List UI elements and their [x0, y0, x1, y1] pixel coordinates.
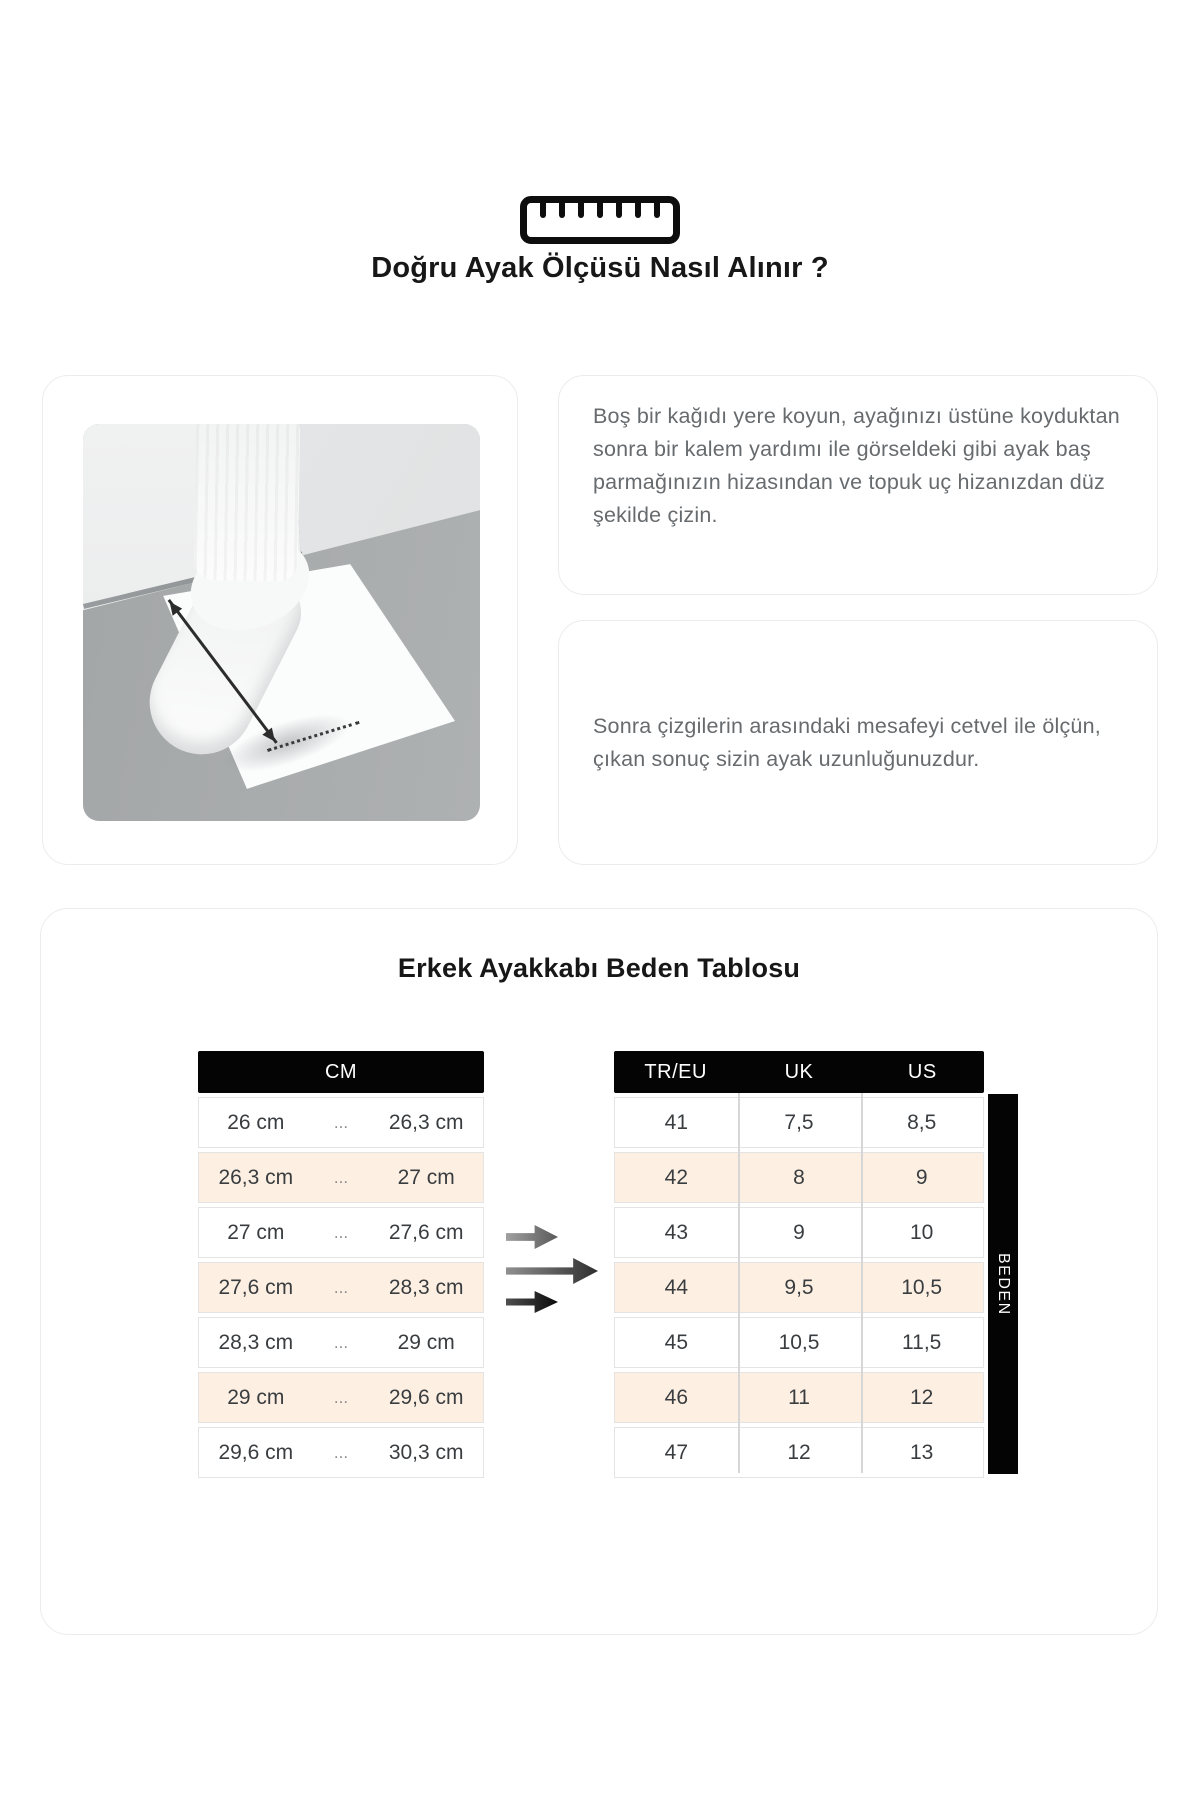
range-dots: ...	[333, 1332, 349, 1352]
cm-table-row	[198, 1427, 484, 1478]
uk-value: 9,5	[784, 1275, 814, 1299]
instruction-step-2-text: Sonra çizgilerin arasındaki mesafeyi cetvel ile ölçün, çıkan sonuç sizin ayak uzunluğunuzdur.	[593, 713, 1101, 771]
cm-to-value: 27,6 cm	[388, 1220, 464, 1244]
us-value: 9	[915, 1165, 928, 1189]
cm-to-value: 29,6 cm	[388, 1385, 464, 1409]
cm-table-row	[198, 1097, 484, 1148]
uk-value: 10,5	[778, 1330, 820, 1354]
cm-from-value: 27,6 cm	[218, 1275, 294, 1299]
cm-table-body	[198, 1097, 484, 1478]
arrow-right-icon	[506, 1225, 558, 1249]
tr-eu-value: 46	[664, 1385, 689, 1409]
size-table-row	[614, 1262, 984, 1313]
us-value: 11,5	[902, 1330, 942, 1354]
mapping-arrows	[506, 1223, 606, 1315]
ruler-tick	[578, 203, 584, 218]
page-title: Doğru Ayak Ölçüsü Nasıl Alınır ?	[371, 252, 829, 284]
cm-to-value: 29 cm	[397, 1330, 455, 1354]
us-value: 13	[910, 1440, 934, 1464]
tr-eu-value: 41	[664, 1110, 689, 1134]
beden-label: BEDEN	[995, 1252, 1012, 1316]
size-table	[614, 1051, 984, 1478]
cm-table-header	[198, 1051, 484, 1093]
size-chart-title: Erkek Ayakkabı Beden Tablosu	[397, 953, 801, 983]
cm-table-row	[198, 1317, 484, 1368]
uk-value: 12	[787, 1440, 811, 1464]
size-table-column-divider	[738, 1093, 740, 1473]
size-chart-card	[40, 908, 1158, 1635]
cm-from-value: 27 cm	[227, 1220, 285, 1244]
size-table-row	[614, 1372, 984, 1423]
range-dots: ...	[333, 1442, 349, 1462]
cm-table-row	[198, 1372, 484, 1423]
size-table-body	[614, 1097, 984, 1478]
uk-value: 9	[793, 1220, 805, 1244]
cm-from-value: 26 cm	[227, 1110, 285, 1134]
cm-table	[198, 1051, 484, 1478]
tr-eu-value: 47	[664, 1440, 689, 1464]
cm-from-value: 28,3 cm	[218, 1330, 294, 1354]
uk-value: 11	[788, 1385, 810, 1409]
instruction-step-1-text: Boş bir kağıdı yere koyun, ayağınızı üstüne koyduktan sonra bir kalem yardımı ile görseldeki gibi ayak baş parmağınızın hizasından ve topuk uç hizanızdan düz şekilde çizin.	[593, 404, 1120, 527]
size-table-column-divider	[861, 1093, 863, 1473]
size-table-row	[614, 1152, 984, 1203]
ruler-tick	[597, 203, 603, 218]
ruler-icon	[520, 196, 680, 244]
cm-table-row	[198, 1152, 484, 1203]
arrow-right-icon	[506, 1291, 558, 1313]
ruler-tick	[559, 203, 565, 218]
size-table-row	[614, 1097, 984, 1148]
ruler-tick	[540, 203, 546, 218]
range-dots: ...	[333, 1277, 349, 1297]
size-column-header: UK	[784, 1060, 814, 1083]
measurement-photo-card	[42, 375, 518, 865]
tr-eu-value: 43	[664, 1220, 689, 1244]
cm-table-row	[198, 1207, 484, 1258]
tr-eu-value: 45	[664, 1330, 689, 1354]
tr-eu-value: 42	[664, 1165, 689, 1189]
range-dots: ...	[333, 1222, 349, 1242]
size-table-row	[614, 1207, 984, 1258]
cm-to-value: 28,3 cm	[388, 1275, 464, 1299]
cm-from-value: 29,6 cm	[218, 1440, 294, 1464]
uk-value: 8	[793, 1165, 805, 1189]
ruler-tick	[616, 203, 622, 218]
instruction-step-2-card	[558, 620, 1158, 865]
cm-from-value: 29 cm	[227, 1385, 285, 1409]
size-table-header	[614, 1051, 984, 1093]
cm-to-value: 30,3 cm	[388, 1440, 464, 1464]
us-value: 12	[910, 1385, 934, 1409]
cm-to-value: 26,3 cm	[388, 1110, 464, 1134]
us-value: 10	[910, 1220, 934, 1244]
range-dots: ...	[333, 1167, 349, 1187]
beden-side-bar	[988, 1094, 1018, 1474]
size-column-header: TR/EU	[644, 1060, 707, 1083]
us-value: 10,5	[901, 1275, 943, 1299]
sock-leg	[194, 424, 301, 582]
ruler-tick	[635, 203, 641, 218]
size-table-row	[614, 1317, 984, 1368]
cm-from-value: 26,3 cm	[218, 1165, 294, 1189]
us-value: 8,5	[907, 1110, 937, 1134]
cm-to-value: 27 cm	[397, 1165, 455, 1189]
uk-value: 7,5	[784, 1110, 814, 1134]
size-table-row	[614, 1427, 984, 1478]
ruler-tick	[654, 203, 660, 218]
size-column-header: US	[907, 1060, 937, 1083]
instruction-step-1-card	[558, 375, 1158, 595]
tr-eu-value: 44	[664, 1275, 689, 1299]
range-dots: ...	[333, 1112, 349, 1132]
range-dots: ...	[333, 1387, 349, 1407]
cm-header-label: CM	[324, 1060, 358, 1083]
arrow-right-icon	[506, 1258, 598, 1284]
foot-measurement-illustration	[83, 424, 480, 821]
cm-table-row	[198, 1262, 484, 1313]
